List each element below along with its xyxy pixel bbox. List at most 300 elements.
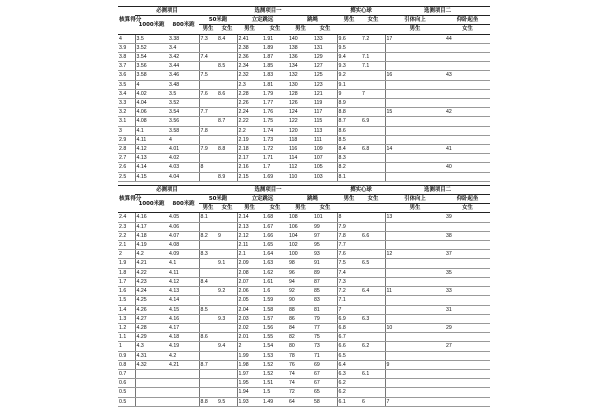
rope-female-cell: 67 (313, 379, 337, 388)
jump-male-cell: 2.19 (237, 135, 262, 144)
jump-female-cell: 1.62 (262, 268, 288, 277)
table-row (118, 314, 490, 323)
run-50-male-cell (199, 117, 217, 126)
run-1000-header: 1000米跑 (135, 195, 168, 213)
situp-female-cell: 44 (445, 34, 490, 43)
jump-male-cell: 2.41 (237, 34, 262, 43)
run-50-male-cell: 7.7 (199, 108, 217, 117)
rope-male-cell: 64 (288, 397, 313, 406)
score-cell: 2.6 (118, 163, 135, 172)
score-cell: 4 (118, 34, 135, 43)
score-cell: 2.3 (118, 222, 135, 231)
table-row (118, 172, 490, 181)
situp-female-cell (445, 277, 490, 286)
run-1000-cell: 4.14 (135, 163, 168, 172)
shot-female-cell: 6.4 (361, 287, 385, 296)
jump-male-cell: 2.09 (237, 259, 262, 268)
rope-header: 跳绳 (288, 195, 337, 204)
shot-male-cell: 8.8 (337, 108, 361, 117)
run-800-cell: 3.38 (168, 34, 199, 43)
run-50-female-cell (217, 154, 237, 163)
pullup-male-cell (385, 231, 445, 240)
score-cell: 1.3 (118, 314, 135, 323)
score-cell: 1.8 (118, 268, 135, 277)
table-row (118, 145, 490, 154)
jump-female-cell: 1.72 (262, 145, 288, 154)
run-1000-cell (135, 388, 168, 397)
shot-male-cell: 8.6 (337, 126, 361, 135)
run-50-female-cell (217, 277, 237, 286)
shot-spacer-male-header (337, 25, 361, 34)
situp-female-cell: 42 (445, 108, 490, 117)
score-cell: 1.2 (118, 323, 135, 332)
run-50-male-cell (199, 342, 217, 351)
run-50-female-cell (217, 379, 237, 388)
pullup-male-cell: 13 (385, 213, 445, 222)
rope-male-cell: 116 (288, 145, 313, 154)
pullup-male-cell (385, 53, 445, 62)
jump-male-cell: 2.2 (237, 126, 262, 135)
run-50-female-cell (217, 241, 237, 250)
shot-male-cell: 6.4 (337, 360, 361, 369)
run-1000-cell: 3.56 (135, 62, 168, 71)
shot-male-cell: 9.3 (337, 62, 361, 71)
shot-male-cell: 6.2 (337, 379, 361, 388)
situp-header: 仰卧起坐 (445, 195, 490, 204)
run-50-male-cell (199, 351, 217, 360)
rope-male-cell: 114 (288, 154, 313, 163)
rope-male-cell: 124 (288, 108, 313, 117)
rope-male-cell: 126 (288, 99, 313, 108)
rope-female-cell: 73 (313, 342, 337, 351)
shot-female-cell: 6 (361, 397, 385, 406)
run-1000-cell: 4.27 (135, 314, 168, 323)
shot-female-cell (361, 99, 385, 108)
run-800-cell: 3.48 (168, 80, 199, 89)
run-50-male-cell: 8.2 (199, 231, 217, 240)
situp-female-cell (445, 222, 490, 231)
score-cell: 0.6 (118, 379, 135, 388)
score-cell: 3 (118, 126, 135, 135)
rope-female-cell: 125 (313, 71, 337, 80)
run-50-male-cell (199, 80, 217, 89)
table-row (118, 108, 490, 117)
shot-male-cell: 8.2 (337, 163, 361, 172)
jump-female-cell: 1.61 (262, 277, 288, 286)
situp-female-cell: 33 (445, 287, 490, 296)
run-1000-cell: 4.15 (135, 172, 168, 181)
jump-female-cell: 1.73 (262, 135, 288, 144)
run-1000-cell: 4.06 (135, 108, 168, 117)
run-50-male-cell: 8.8 (199, 397, 217, 406)
run-50-male-cell: 8.7 (199, 360, 217, 369)
shot-female-cell (361, 305, 385, 314)
score-cell: 0.8 (118, 360, 135, 369)
required-group-header: 必测项目 (135, 185, 199, 194)
run-50-male-cell: 7.8 (199, 126, 217, 135)
shot-male-cell: 7.2 (337, 287, 361, 296)
shot-male-cell: 8.1 (337, 172, 361, 181)
run-1000-cell: 4.22 (135, 268, 168, 277)
run-50-male-cell: 8.4 (199, 277, 217, 286)
run-800-cell: 4.07 (168, 231, 199, 240)
run-800-header: 800米跑 (168, 16, 199, 34)
run-50-male-cell (199, 296, 217, 305)
jump-male-cell: 2.01 (237, 333, 262, 342)
score-cell: 1.7 (118, 277, 135, 286)
run-50-male-cell (199, 323, 217, 332)
table-row (118, 277, 490, 286)
shot-male-cell: 6.6 (337, 342, 361, 351)
pullup-male-cell (385, 296, 445, 305)
situp-female-header: 女生 (445, 25, 490, 34)
score-cell: 1.9 (118, 259, 135, 268)
rope-male-cell: 80 (288, 342, 313, 351)
run-1000-cell: 4.02 (135, 89, 168, 98)
table-row (118, 163, 490, 172)
shot-female-cell (361, 351, 385, 360)
jump-male-cell: 2.26 (237, 99, 262, 108)
situp-female-cell: 39 (445, 213, 490, 222)
run-800-cell: 3.44 (168, 62, 199, 71)
rope-female-cell: 101 (313, 213, 337, 222)
rope-male-cell: 118 (288, 135, 313, 144)
rope-male-cell: 122 (288, 117, 313, 126)
run-50-female-cell (217, 71, 237, 80)
jump-female-cell: 1.71 (262, 154, 288, 163)
run-1000-cell: 4.23 (135, 277, 168, 286)
score-cell: 2.2 (118, 231, 135, 240)
rope-male-cell: 110 (288, 172, 313, 181)
shot-female-header: 女生 (361, 195, 385, 204)
table-row (118, 287, 490, 296)
situp-female-cell: 38 (445, 231, 490, 240)
jump-male-cell: 2.18 (237, 145, 262, 154)
run-1000-header: 1000米跑 (135, 16, 168, 34)
shot-female-cell: 6.6 (361, 231, 385, 240)
run-50-male-cell: 7.9 (199, 145, 217, 154)
header-row-groups (118, 185, 490, 194)
run-1000-cell: 3.54 (135, 53, 168, 62)
jump-female-cell: 1.49 (262, 397, 288, 406)
rope-male-cell: 128 (288, 89, 313, 98)
run-800-cell: 3.56 (168, 117, 199, 126)
run-50-female-cell (217, 126, 237, 135)
jump-female-cell: 1.89 (262, 43, 288, 52)
situp-female-cell: 40 (445, 163, 490, 172)
rope-female-cell: 89 (313, 268, 337, 277)
rope-male-cell: 138 (288, 43, 313, 52)
run-50-male-cell: 8.1 (199, 213, 217, 222)
rope-female-cell: 85 (313, 287, 337, 296)
rope-male-cell: 74 (288, 379, 313, 388)
jump-female-cell: 1.53 (262, 351, 288, 360)
run-50-male-cell (199, 259, 217, 268)
table-row (118, 360, 490, 369)
shot-female-cell (361, 333, 385, 342)
score-cell: 3.8 (118, 53, 135, 62)
table-row (118, 99, 490, 108)
run-800-cell: 4.18 (168, 333, 199, 342)
run-800-cell: 3.46 (168, 71, 199, 80)
shot-female-cell (361, 241, 385, 250)
run-800-cell: 4.17 (168, 323, 199, 332)
score-header: 核算得分 (118, 7, 135, 35)
run-800-cell (168, 397, 199, 406)
jump-female-cell: 1.51 (262, 379, 288, 388)
situp-female-cell (445, 241, 490, 250)
jump-female-cell: 1.87 (262, 53, 288, 62)
rope-female-cell: 109 (313, 145, 337, 154)
jump-male-cell: 2.13 (237, 222, 262, 231)
pullup-male-cell: 10 (385, 323, 445, 332)
rope-header: 跳绳 (288, 16, 337, 25)
pullup-male-cell (385, 259, 445, 268)
run-50-female-cell: 9 (217, 231, 237, 240)
rope-female-header: 女生 (313, 204, 337, 213)
jump-female-cell: 1.67 (262, 222, 288, 231)
table-row (118, 342, 490, 351)
shot-male-cell: 8 (337, 213, 361, 222)
pullup-male-cell (385, 62, 445, 71)
run-50-male-cell (199, 241, 217, 250)
run-50-male-cell (199, 99, 217, 108)
shot-male-cell: 6.7 (337, 333, 361, 342)
rope-male-cell: 130 (288, 80, 313, 89)
situp-header: 仰卧起坐 (445, 16, 490, 25)
rope-female-cell: 83 (313, 296, 337, 305)
shot-male-cell: 7.7 (337, 241, 361, 250)
jump-header: 立定跳远 (237, 195, 288, 204)
run-1000-cell: 3.5 (135, 34, 168, 43)
pullup-male-cell (385, 80, 445, 89)
run-800-cell: 4.14 (168, 296, 199, 305)
run-800-cell (168, 388, 199, 397)
table-row (118, 135, 490, 144)
run-50-female-cell: 8.6 (217, 89, 237, 98)
situp-female-cell (445, 89, 490, 98)
run-50-header: 50米跑 (199, 16, 237, 25)
optional2-group-header: 选测项目二 (385, 185, 490, 194)
pullup-male-cell (385, 333, 445, 342)
rope-male-cell: 96 (288, 268, 313, 277)
run-50-female-cell (217, 213, 237, 222)
score-cell: 0.5 (118, 388, 135, 397)
shot-female-cell: 6.8 (361, 145, 385, 154)
jump-male-cell: 1.98 (237, 360, 262, 369)
pullup-male-cell (385, 89, 445, 98)
rope-female-cell: 69 (313, 360, 337, 369)
rope-female-cell: 107 (313, 154, 337, 163)
jump-male-header: 男生 (237, 204, 262, 213)
jump-female-cell: 1.64 (262, 250, 288, 259)
shot-female-cell (361, 154, 385, 163)
table-row (118, 62, 490, 71)
score-cell: 0.9 (118, 351, 135, 360)
run-50-female-cell (217, 163, 237, 172)
run-50-female-cell (217, 80, 237, 89)
rope-male-cell: 104 (288, 231, 313, 240)
jump-male-cell: 1.99 (237, 351, 262, 360)
run-800-cell (168, 369, 199, 378)
run-1000-cell: 4.18 (135, 231, 168, 240)
score-cell: 3.4 (118, 89, 135, 98)
score-cell: 2.8 (118, 145, 135, 154)
run-50-male-cell: 8 (199, 163, 217, 172)
table-row (118, 250, 490, 259)
table-row (118, 34, 490, 43)
situp-female-cell: 37 (445, 250, 490, 259)
table-row (118, 379, 490, 388)
rope-male-cell: 132 (288, 71, 313, 80)
run-800-cell: 4.01 (168, 145, 199, 154)
run-50-female-cell (217, 43, 237, 52)
table-row (118, 388, 490, 397)
run-800-cell: 3.52 (168, 99, 199, 108)
shot-male-cell: 8.5 (337, 135, 361, 144)
table-row (118, 222, 490, 231)
jump-female-cell: 1.57 (262, 314, 288, 323)
required-group-header: 必测项目 (135, 7, 199, 16)
run-50-male-cell: 7.4 (199, 53, 217, 62)
situp-female-cell (445, 126, 490, 135)
rope-female-cell: 99 (313, 222, 337, 231)
rope-female-cell: 81 (313, 305, 337, 314)
jump-female-cell: 1.68 (262, 213, 288, 222)
pullup-male-cell (385, 172, 445, 181)
situp-female-cell: 29 (445, 323, 490, 332)
jump-male-cell: 2.1 (237, 250, 262, 259)
situp-female-cell (445, 379, 490, 388)
run-800-cell: 4.05 (168, 213, 199, 222)
shot-female-cell (361, 71, 385, 80)
rope-female-cell: 103 (313, 172, 337, 181)
pullup-header: 引体向上 (385, 16, 445, 25)
run-1000-cell: 4.17 (135, 222, 168, 231)
run-50-female-cell (217, 53, 237, 62)
situp-female-cell (445, 296, 490, 305)
run-800-cell: 3.54 (168, 108, 199, 117)
run-800-cell: 4.09 (168, 250, 199, 259)
jump-female-cell: 1.54 (262, 342, 288, 351)
table-row (118, 305, 490, 314)
run-50-male-cell: 7.6 (199, 89, 217, 98)
jump-male-cell: 2.07 (237, 277, 262, 286)
situp-female-cell: 35 (445, 268, 490, 277)
rope-male-cell: 72 (288, 388, 313, 397)
run-50-male-header: 男生 (199, 204, 217, 213)
run-50-male-cell (199, 62, 217, 71)
run-50-female-header: 女生 (217, 25, 237, 34)
rope-female-cell: 117 (313, 108, 337, 117)
run-1000-cell: 4.31 (135, 351, 168, 360)
jump-male-cell: 2.06 (237, 287, 262, 296)
rope-female-cell: 77 (313, 323, 337, 332)
shot-male-cell: 8.7 (337, 117, 361, 126)
run-1000-cell: 4 (135, 80, 168, 89)
situp-female-cell (445, 172, 490, 181)
rope-female-cell: 71 (313, 351, 337, 360)
score-cell: 0.5 (118, 397, 135, 406)
run-1000-cell (135, 369, 168, 378)
shot-male-cell: 7.9 (337, 222, 361, 231)
rope-female-cell: 129 (313, 53, 337, 62)
situp-female-cell (445, 351, 490, 360)
rope-female-cell: 119 (313, 99, 337, 108)
score-cell: 2 (118, 250, 135, 259)
jump-male-cell: 2.04 (237, 305, 262, 314)
run-50-female-cell: 8.4 (217, 34, 237, 43)
run-50-header: 50米跑 (199, 195, 237, 204)
run-800-cell: 3.42 (168, 53, 199, 62)
score-cell: 1.4 (118, 305, 135, 314)
jump-female-cell: 1.81 (262, 80, 288, 89)
header-row-events (118, 16, 490, 25)
rope-male-cell: 136 (288, 53, 313, 62)
run-50-male-cell (199, 268, 217, 277)
run-800-cell (168, 379, 199, 388)
run-50-female-cell: 8.5 (217, 62, 237, 71)
run-800-cell: 4.16 (168, 314, 199, 323)
run-50-male-cell (199, 222, 217, 231)
run-50-female-cell (217, 351, 237, 360)
situp-female-cell: 27 (445, 342, 490, 351)
situp-female-cell (445, 154, 490, 163)
situp-female-cell: 41 (445, 145, 490, 154)
run-1000-cell: 4.25 (135, 296, 168, 305)
run-50-male-cell (199, 388, 217, 397)
jump-header: 立定跳远 (237, 16, 288, 25)
jump-male-cell: 2.38 (237, 43, 262, 52)
shot-male-cell: 8.4 (337, 145, 361, 154)
optional1-group-header: 选测项目一 (199, 185, 337, 194)
rope-male-cell: 108 (288, 213, 313, 222)
rope-male-cell: 92 (288, 287, 313, 296)
jump-male-cell: 2.08 (237, 268, 262, 277)
score-cell: 1 (118, 342, 135, 351)
run-1000-cell: 4.24 (135, 287, 168, 296)
jump-female-header: 女生 (262, 204, 288, 213)
pullup-male-cell (385, 305, 445, 314)
rope-male-cell: 102 (288, 241, 313, 250)
shot-female-cell (361, 268, 385, 277)
rope-female-cell: 127 (313, 62, 337, 71)
run-50-female-cell (217, 360, 237, 369)
jump-male-cell: 2.22 (237, 117, 262, 126)
run-800-cell: 3.5 (168, 89, 199, 98)
shot-female-cell (361, 163, 385, 172)
rope-female-cell: 133 (313, 34, 337, 43)
pullup-male-header: 男生 (385, 25, 445, 34)
run-1000-cell: 4.04 (135, 99, 168, 108)
jump-female-cell: 1.55 (262, 333, 288, 342)
jump-male-cell: 2 (237, 342, 262, 351)
score-cell: 1.1 (118, 333, 135, 342)
rope-female-cell: 97 (313, 231, 337, 240)
rope-female-cell: 58 (313, 397, 337, 406)
shot-male-cell: 7.8 (337, 231, 361, 240)
shot-male-cell: 9.5 (337, 43, 361, 52)
jump-male-cell: 2.24 (237, 108, 262, 117)
jump-male-cell: 2.14 (237, 213, 262, 222)
run-1000-cell: 4.3 (135, 342, 168, 351)
run-1000-cell: 4.29 (135, 333, 168, 342)
jump-female-cell: 1.75 (262, 117, 288, 126)
score-cell: 2.4 (118, 213, 135, 222)
jump-male-cell: 2.32 (237, 71, 262, 80)
shot-male-cell: 7 (337, 305, 361, 314)
jump-male-header: 男生 (237, 25, 262, 34)
